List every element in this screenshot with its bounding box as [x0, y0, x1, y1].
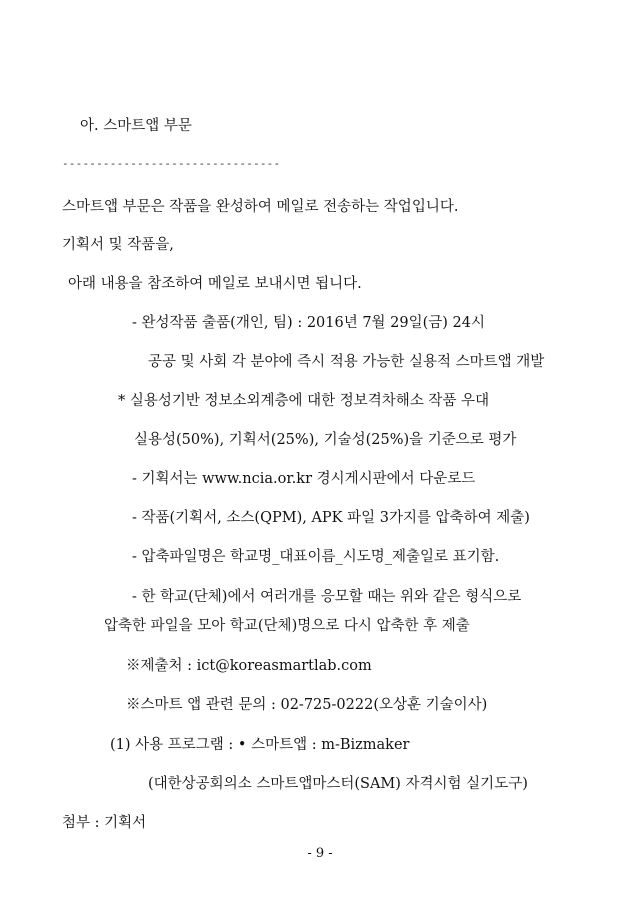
inquiry-contact: ※스마트 앱 관련 문의 : 02-725-0222(오상훈 기술이사) [126, 697, 488, 713]
item-submission: - 작품(기획서, 소스(QPM), APK 파일 3가지를 압축하여 제출) [132, 510, 530, 526]
item-download: - 기획서는 www.ncia.or.kr 경시게시판에서 다운로드 [132, 471, 476, 487]
item-filename: - 압축파일명은 학교명_대표이름_시도명_제출일로 표기함. [132, 549, 500, 565]
item-multi-line-1: - 한 학교(단체)에서 여러개를 응모할 때는 위와 같은 형식으로 [132, 589, 522, 605]
item-preference: * 실용성기반 정보소외계층에 대한 정보격차해소 작품 우대 [118, 393, 490, 409]
attachment-line: 첨부 : 기획서 [62, 815, 147, 831]
item-topic: 공공 및 사회 각 분야에 즉시 적용 가능한 실용적 스마트앱 개발 [148, 354, 545, 370]
item-criteria: 실용성(50%), 기획서(25%), 기술성(25%)을 기준으로 평가 [134, 432, 517, 448]
page-number: - 9 - [307, 846, 333, 861]
intro-text: 스마트앱 부문은 작품을 완성하여 메일로 전송하는 작업입니다. [62, 199, 459, 215]
body-line-3: 아래 내용을 참조하여 메일로 보내시면 됩니다. [68, 276, 362, 292]
submission-email: ※제출처 : ict@koreasmartlab.com [126, 658, 372, 674]
body-line-2: 기획서 및 작품을, [62, 237, 174, 253]
section-heading: 아. 스마트앱 부문 [80, 118, 192, 134]
item-multi-line-2: 압축한 파일을 모아 학교(단체)명으로 다시 압축한 후 제출 [104, 618, 470, 634]
program-note: (대한상공회의소 스마트앱마스터(SAM) 자격시험 실기도구) [148, 776, 528, 792]
program-line: (1) 사용 프로그램 : • 스마트앱 : m-Bizmaker [110, 737, 410, 753]
item-deadline: - 완성작품 출품(개인, 팀) : 2016년 7월 29일(금) 24시 [132, 315, 486, 331]
divider-line: -------------------------------- [62, 157, 281, 170]
